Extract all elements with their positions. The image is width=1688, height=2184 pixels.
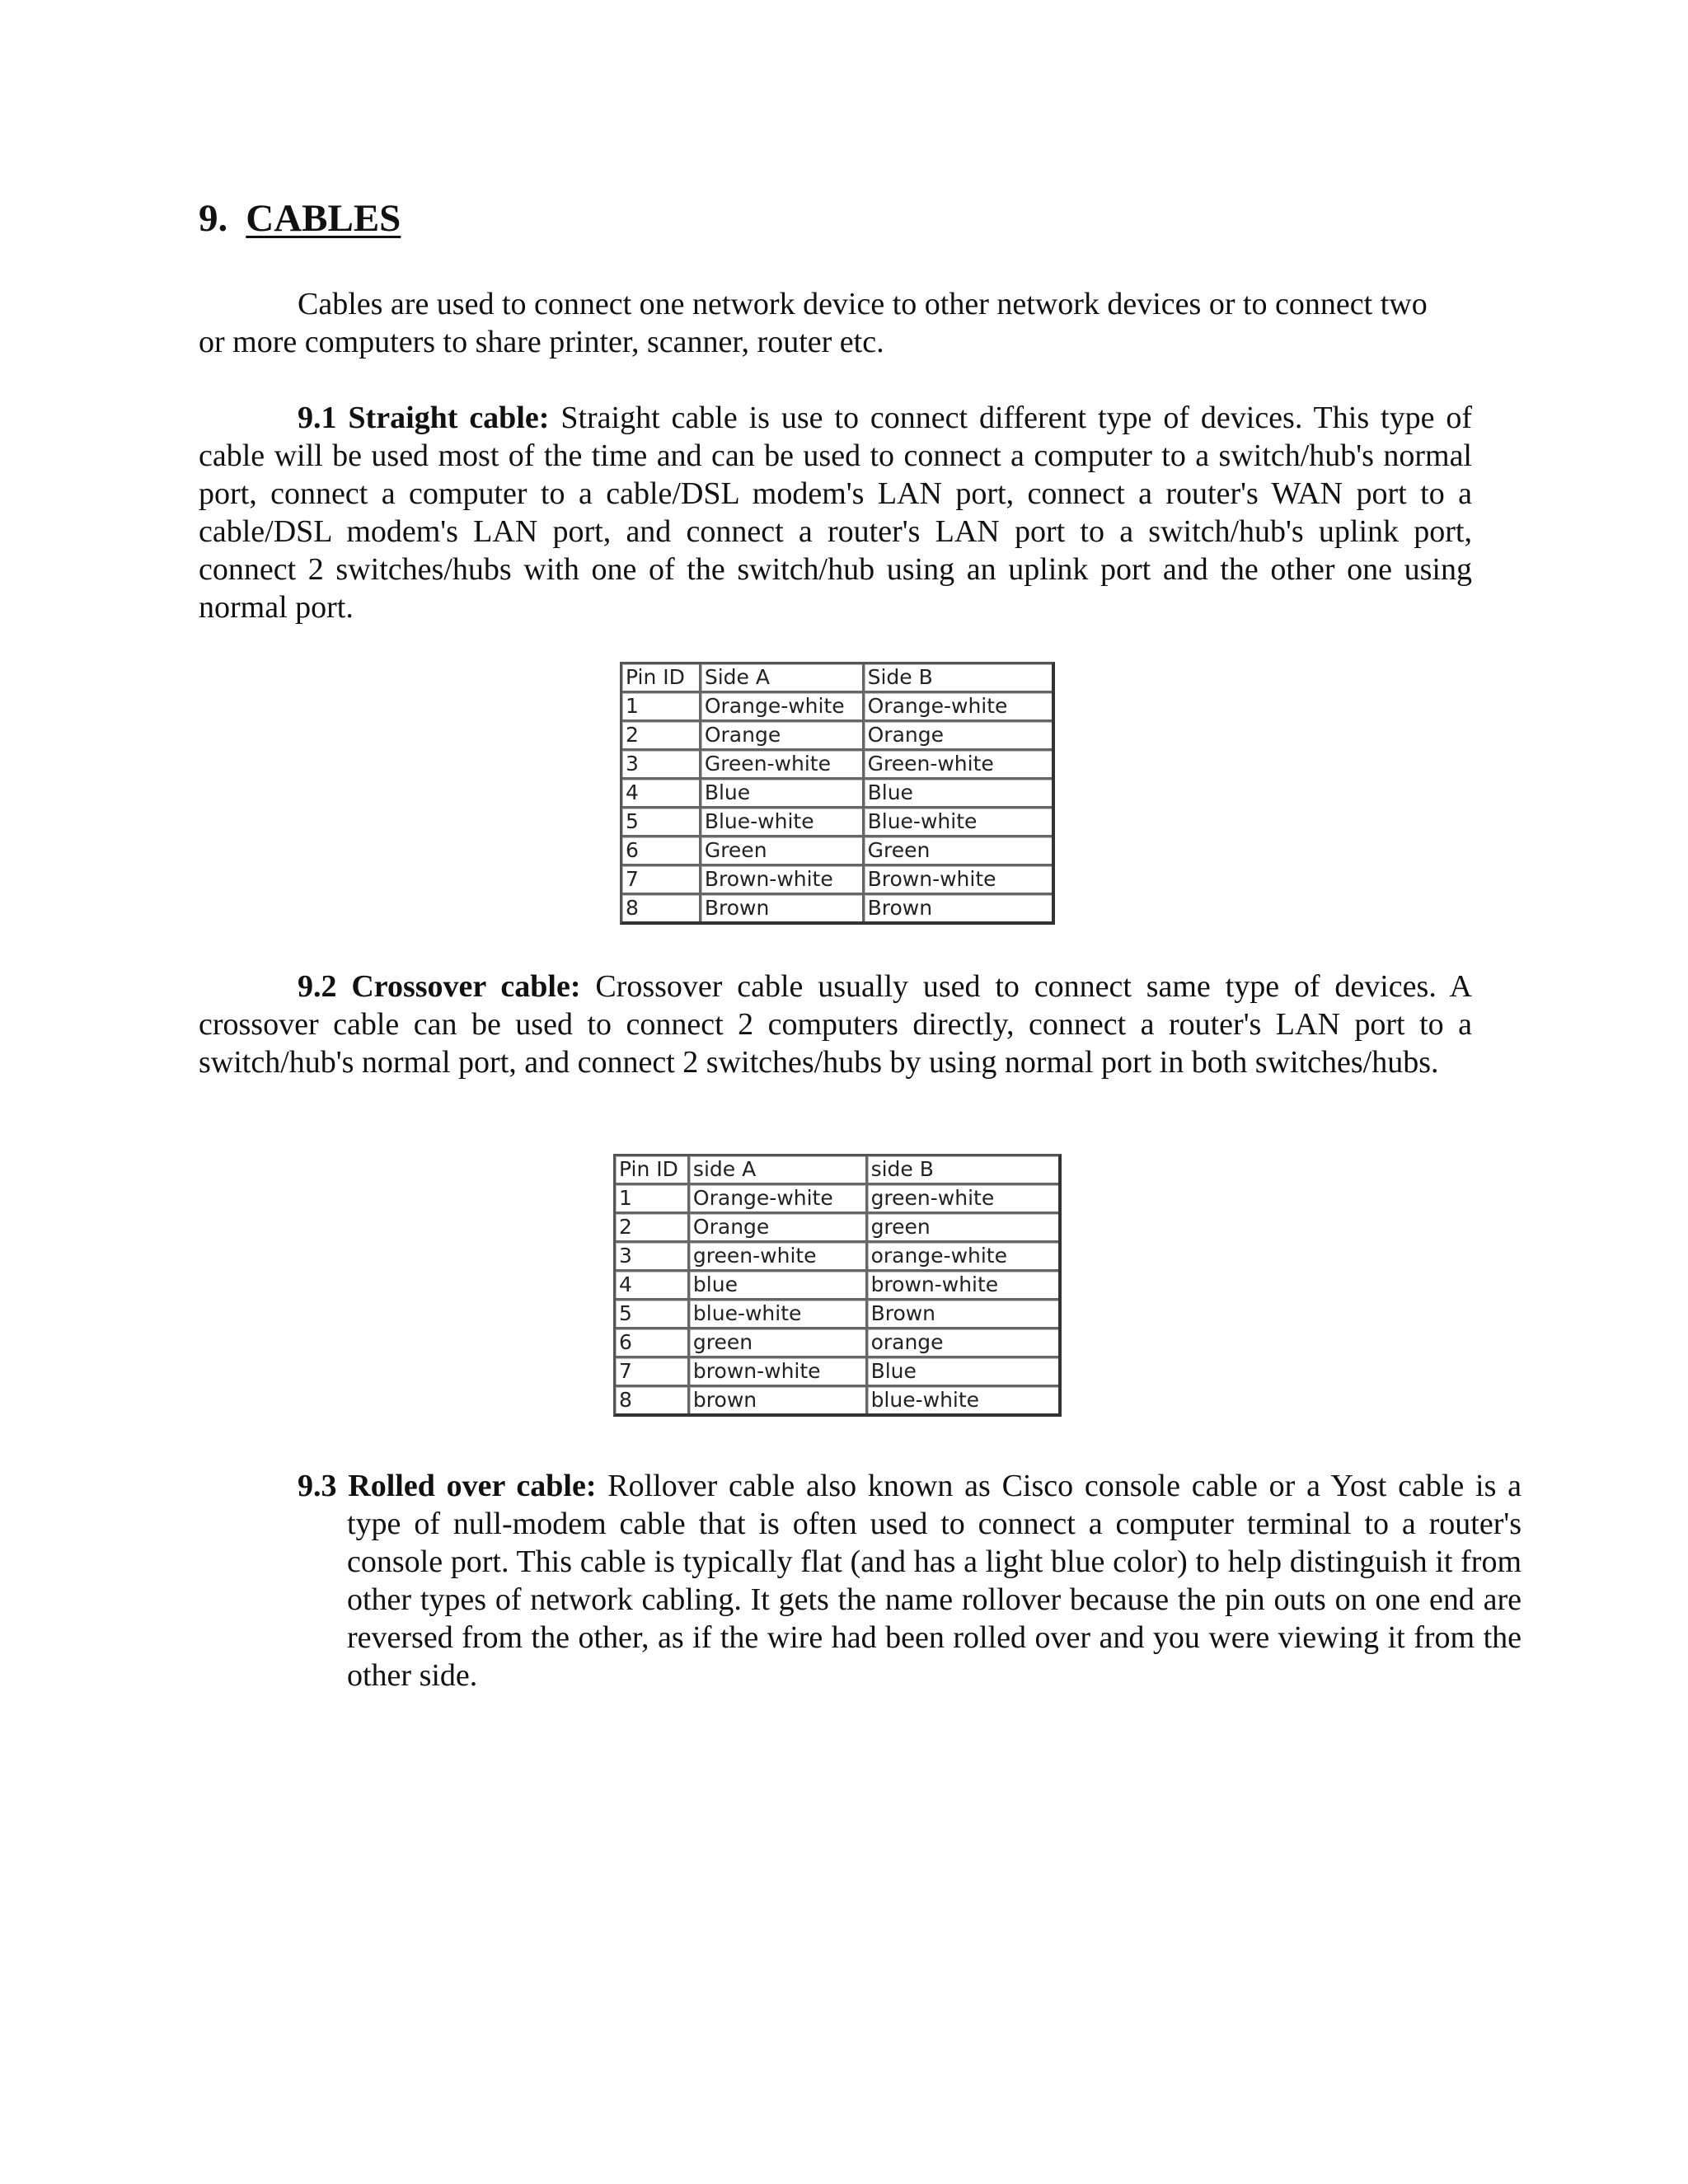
- table-header-row: [616, 1156, 1058, 1185]
- table-cell: Blue-white: [865, 808, 1052, 837]
- table-cell: 1: [622, 693, 701, 722]
- table-row: [622, 895, 1052, 921]
- table-cell: Brown: [868, 1301, 1058, 1329]
- table-cell: Orange-white: [701, 693, 865, 722]
- table-row: [622, 837, 1052, 866]
- crossover-table-body: [616, 1156, 1058, 1413]
- table-header-cell: Pin ID: [622, 664, 701, 693]
- table-row: [622, 751, 1052, 780]
- table-cell: Brown-white: [865, 866, 1052, 895]
- straight-cable-paragraph: [199, 399, 1472, 626]
- table-header-cell: Pin ID: [616, 1156, 690, 1185]
- table-cell: green: [690, 1329, 868, 1358]
- intro-paragraph: Cables are used to connect one network device to other network devices or to connect two or more computers to share printer, scanner, router etc.: [199, 287, 1428, 359]
- table-cell: Brown: [865, 895, 1052, 921]
- table-cell: 5: [616, 1301, 690, 1329]
- straight-cable-label: 9.1 Straight cable:: [298, 401, 550, 435]
- rollover-cable-label: 9.3 Rolled over cable:: [298, 1469, 597, 1503]
- table-cell: green-white: [690, 1243, 868, 1272]
- table-row: [622, 866, 1052, 895]
- straight-cable-pinout-table: [620, 662, 1055, 925]
- table-cell: Green-white: [701, 751, 865, 780]
- table-cell: 8: [622, 895, 701, 921]
- table-row: [622, 808, 1052, 837]
- table-cell: Orange-white: [865, 693, 1052, 722]
- table-cell: 7: [622, 866, 701, 895]
- table-cell: green-white: [868, 1185, 1058, 1214]
- table-row: [616, 1387, 1058, 1413]
- table-header-cell: Side B: [865, 664, 1052, 693]
- table-cell: 2: [616, 1214, 690, 1243]
- table-cell: Brown: [701, 895, 865, 921]
- table-cell: Green-white: [865, 751, 1052, 780]
- rollover-cable-paragraph: [298, 1467, 1522, 1694]
- table-cell: Blue: [701, 780, 865, 808]
- table-cell: Green: [701, 837, 865, 866]
- crossover-cable-paragraph: [199, 968, 1472, 1081]
- table-row: [622, 780, 1052, 808]
- rollover-cable-text: Rollover cable also known as Cisco console cable or a Yost cable is a type of null-modem cable that is often used to connect a computer terminal to a router's console port. This cable is typically flat (and has a light blue color) to help distinguish it from other types of network cabling. It gets the name rollover because the pin outs on one end are reversed from the other, as if the wire had been rolled over and you were viewing it from the other side.: [347, 1469, 1522, 1693]
- table-cell: Blue: [868, 1358, 1058, 1387]
- heading-number: 9.: [199, 197, 228, 240]
- table-row: [622, 722, 1052, 751]
- table-cell: green: [868, 1214, 1058, 1243]
- table-cell: Orange: [701, 722, 865, 751]
- table-header-cell: Side A: [701, 664, 865, 693]
- table-cell: 6: [622, 837, 701, 866]
- table-cell: 2: [622, 722, 701, 751]
- table-row: [616, 1243, 1058, 1272]
- straight-cable-text: Straight cable is use to connect different type of devices. This type of cable will be used most of the time and can be used to connect a computer to a switch/hub's normal port, connect a computer to a cable/DSL modem's LAN port, connect a router's WAN port to a cable/DSL modem's LAN port, and connect a router's LAN port to a switch/hub's uplink port, connect 2 switches/hubs with one of the switch/hub using an uplink port and the other one using normal port.: [199, 401, 1473, 625]
- table-cell: Brown-white: [701, 866, 865, 895]
- crossover-cable-pinout-table: [613, 1154, 1062, 1417]
- table-cell: brown: [690, 1387, 868, 1413]
- table-row: [616, 1272, 1058, 1301]
- table-cell: 8: [616, 1387, 690, 1413]
- table-cell: 3: [616, 1243, 690, 1272]
- table-row: [616, 1329, 1058, 1358]
- table-header-cell: side B: [868, 1156, 1058, 1185]
- table-cell: Blue-white: [701, 808, 865, 837]
- table-cell: 1: [616, 1185, 690, 1214]
- table-cell: 6: [616, 1329, 690, 1358]
- table-cell: blue-white: [690, 1301, 868, 1329]
- section-heading: [199, 196, 401, 241]
- table-cell: orange: [868, 1329, 1058, 1358]
- crossover-cable-label: 9.2 Crossover cable:: [298, 969, 581, 1004]
- table-cell: brown-white: [868, 1272, 1058, 1301]
- table-cell: blue-white: [868, 1387, 1058, 1413]
- table-cell: Orange: [690, 1214, 868, 1243]
- table-header-cell: side A: [690, 1156, 868, 1185]
- table-cell: 4: [616, 1272, 690, 1301]
- table-cell: brown-white: [690, 1358, 868, 1387]
- heading-title: CABLES: [246, 197, 401, 240]
- table-cell: 4: [622, 780, 701, 808]
- table-row: [616, 1185, 1058, 1214]
- table-cell: orange-white: [868, 1243, 1058, 1272]
- table-cell: Orange-white: [690, 1185, 868, 1214]
- table-header-row: [622, 664, 1052, 693]
- crossover-cable-text: Crossover cable usually used to connect same type of devices. A crossover cable can be used to connect 2 computers directly, connect a router's LAN port to a switch/hub's normal port, and connect 2 switches/hubs by using normal port in both switches/hubs.: [199, 969, 1472, 1080]
- table-cell: 7: [616, 1358, 690, 1387]
- table-cell: 5: [622, 808, 701, 837]
- straight-table-body: [622, 664, 1052, 921]
- table-row: [616, 1358, 1058, 1387]
- table-row: [616, 1214, 1058, 1243]
- table-cell: Orange: [865, 722, 1052, 751]
- table-cell: 3: [622, 751, 701, 780]
- table-cell: blue: [690, 1272, 868, 1301]
- table-cell: Green: [865, 837, 1052, 866]
- table-row: [622, 693, 1052, 722]
- table-cell: Blue: [865, 780, 1052, 808]
- table-row: [616, 1301, 1058, 1329]
